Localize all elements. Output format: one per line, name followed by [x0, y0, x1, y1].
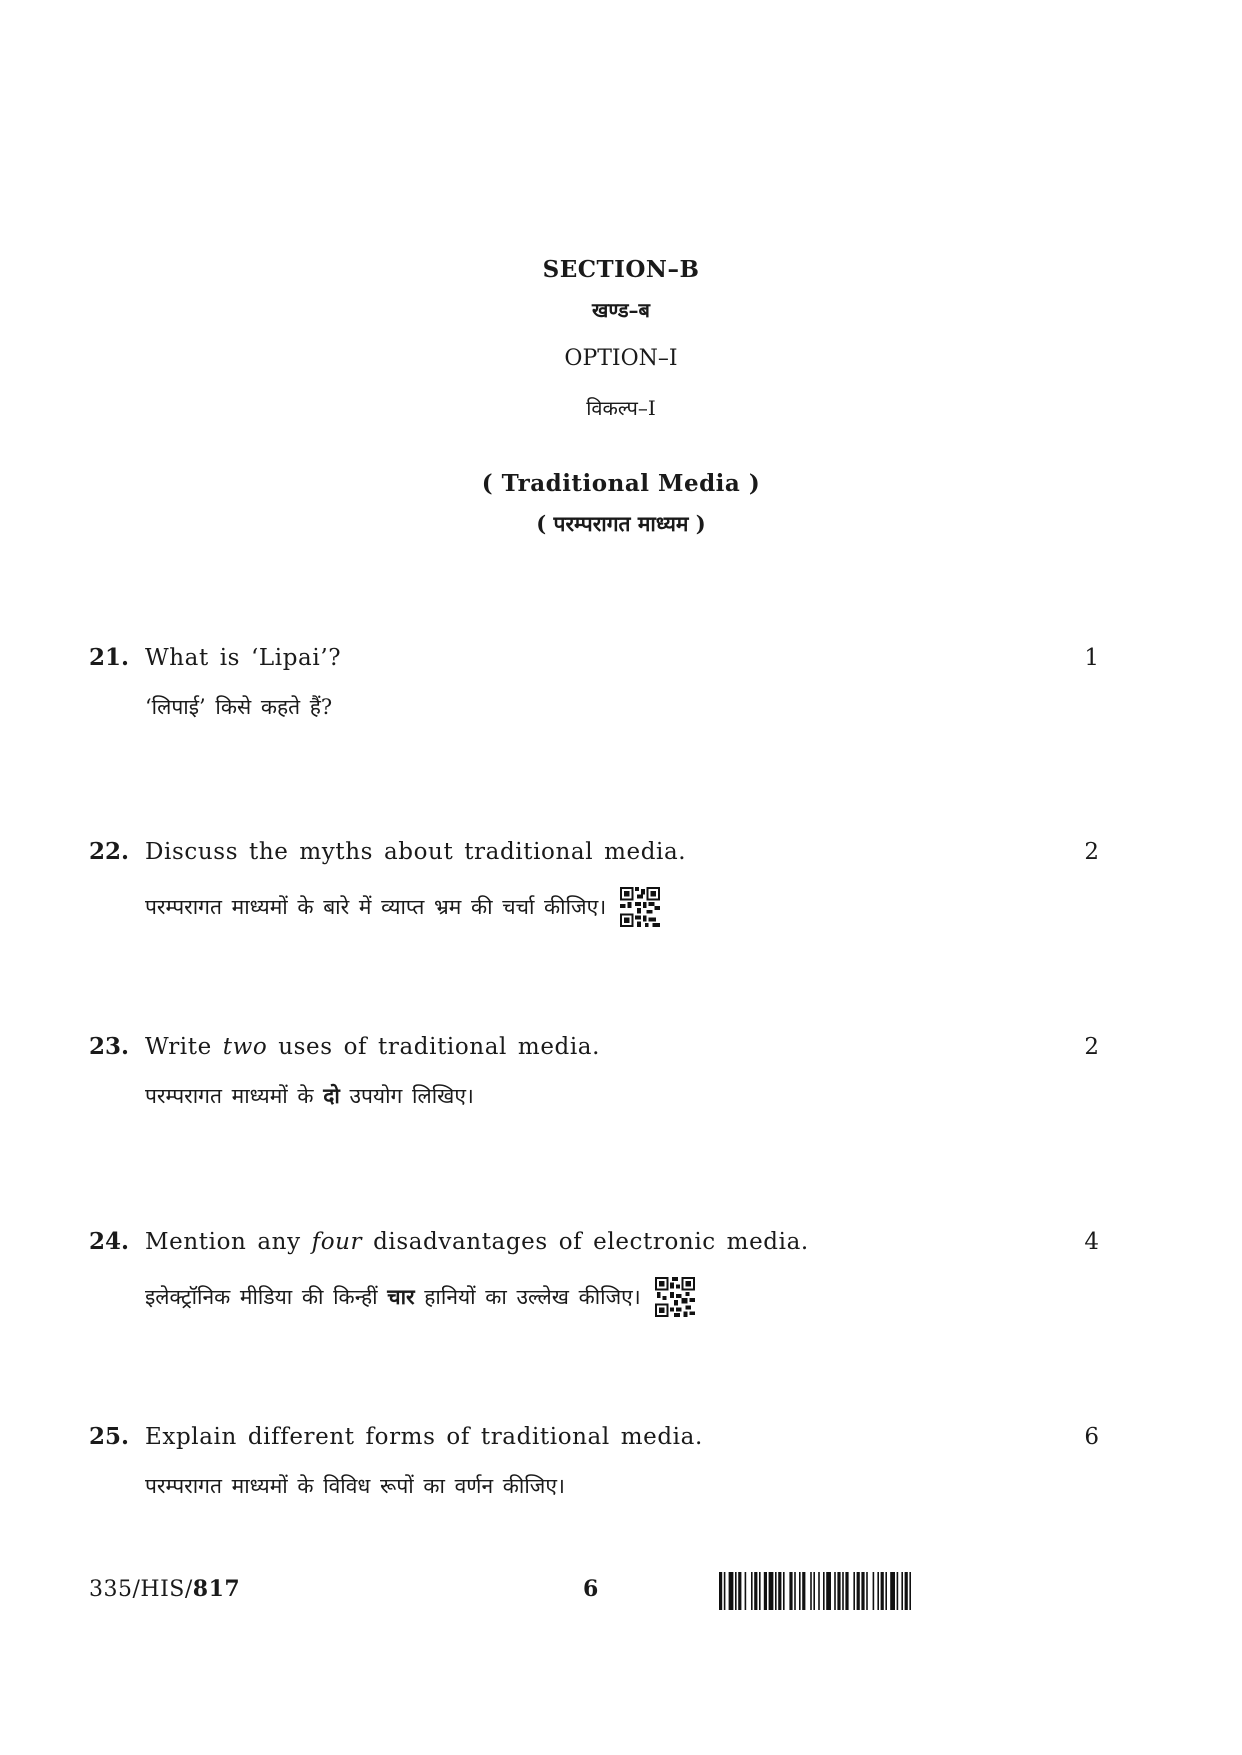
option-title-hindi: विकल्प–I	[586, 396, 656, 420]
question-23	[89, 1033, 1099, 1110]
page-number: 6	[583, 1576, 599, 1602]
question-21	[89, 644, 1099, 721]
question-text-hindi: परम्परागत माध्यमों के बारे में व्याप्त भ्रम की चर्चा कीजिए।	[145, 887, 1099, 927]
question-text-hindi: परम्परागत माध्यमों के दो उपयोग लिखिए।	[145, 1083, 474, 1108]
section-title-hindi: खण्ड–ब	[592, 298, 650, 322]
section-title: SECTION–B	[542, 256, 700, 283]
question-number: 25.	[89, 1423, 130, 1450]
question-25	[89, 1423, 1099, 1500]
question-text: Write two uses of traditional media.	[145, 1034, 601, 1060]
question-number: 23.	[89, 1033, 130, 1060]
question-marks: 6	[1084, 1424, 1099, 1450]
question-number: 22.	[89, 838, 130, 865]
question-marks: 2	[1084, 1034, 1099, 1060]
question-marks: 4	[1084, 1229, 1099, 1255]
question-text-hindi: परम्परागत माध्यमों के विविध रूपों का वर्णन कीजिए।	[145, 1474, 565, 1498]
question-text: Mention any four disadvantages of electronic media.	[145, 1229, 809, 1255]
question-marks: 2	[1084, 839, 1099, 865]
barcode-icon	[719, 1572, 993, 1610]
paper-code: 335/HIS/817	[89, 1576, 241, 1602]
question-text-hindi: ‘लिपाई’ किसे कहते हैं?	[145, 695, 333, 719]
question-text: What is ‘Lipai’?	[145, 645, 342, 671]
topic-title-hindi: ( परम्परागत माध्यम )	[536, 511, 706, 536]
question-text: Discuss the myths about traditional media.	[145, 839, 687, 865]
question-24	[89, 1228, 1099, 1317]
topic-title: ( Traditional Media )	[481, 470, 761, 497]
question-text-hindi: इलेक्ट्रॉनिक मीडिया की किन्हीं चार हानियों का उल्लेख कीजिए।	[145, 1277, 1099, 1317]
question-22	[89, 838, 1099, 927]
qr-code-icon[interactable]	[620, 887, 660, 927]
page-footer	[89, 1572, 1099, 1612]
option-title: OPTION–I	[564, 346, 678, 371]
qr-code-icon[interactable]	[655, 1277, 695, 1317]
question-number: 24.	[89, 1228, 130, 1255]
question-number: 21.	[89, 644, 130, 671]
question-marks: 1	[1084, 645, 1099, 671]
question-text: Explain different forms of traditional media.	[145, 1424, 703, 1450]
